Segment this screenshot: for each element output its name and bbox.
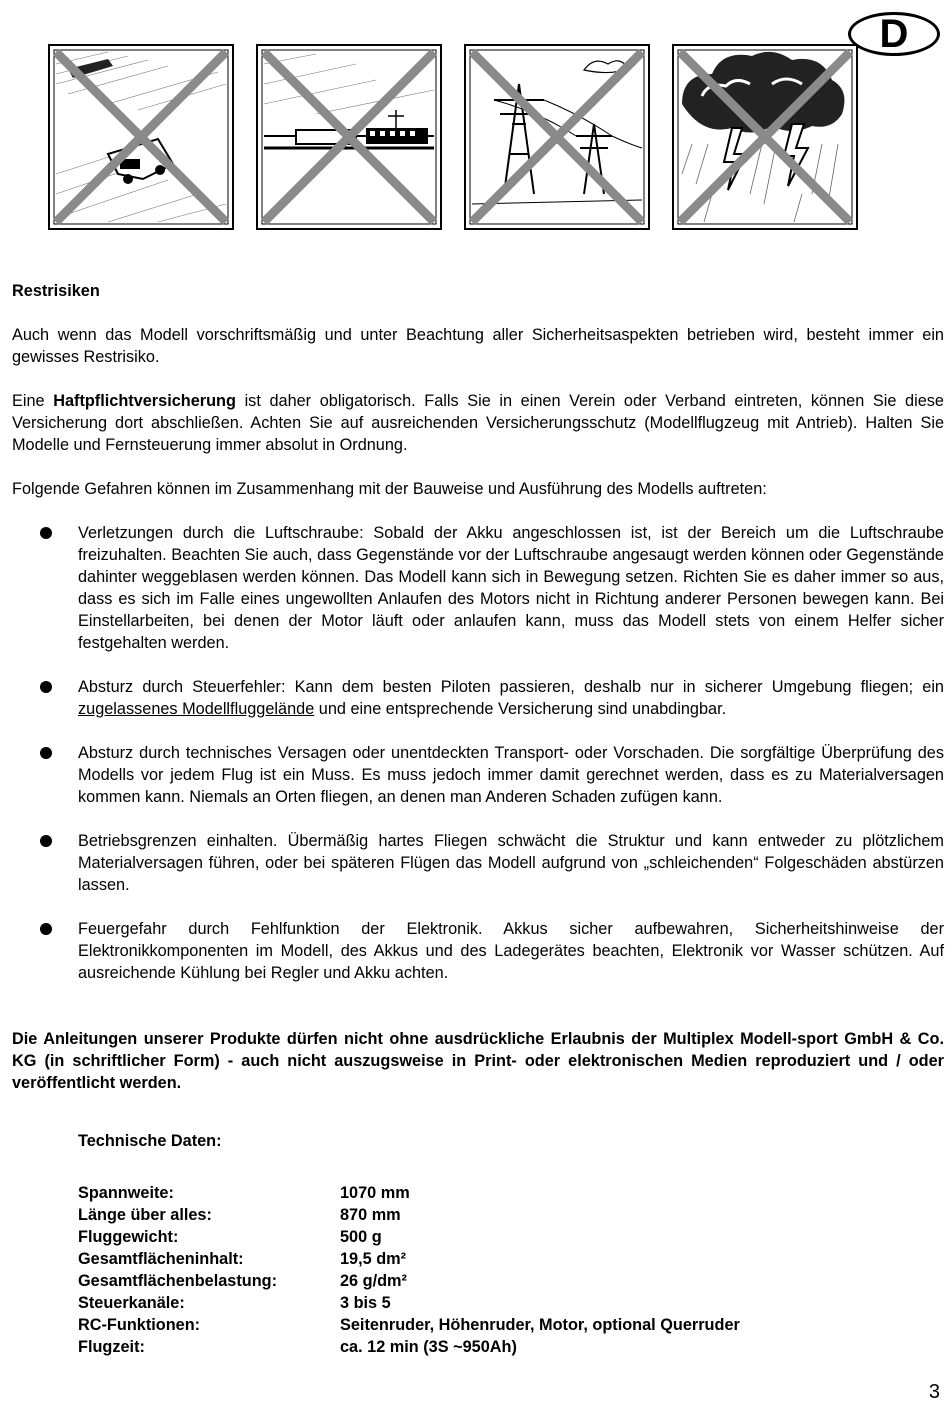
technical-data <box>78 1130 938 1358</box>
insurance-paragraph: Eine Haftpflichtversicherung ist daher obligatorisch. Falls Sie in einen Verein oder Verband eintreten, können Sie diese Versicherung dort abschließen. Achten Sie auf ausreichenden Versicherungsschutz (Modellflugzeug mit Antrieb). Halten Sie Modelle und Fernsteuerung immer absolut in Ordnung. <box>12 392 944 454</box>
no-thunderstorm-icon <box>672 44 858 230</box>
danger-list <box>12 522 944 984</box>
table-row: Gesamtflächeninhalt: 19,5 dm² <box>78 1250 407 1268</box>
page-number: 3 <box>928 1381 940 1403</box>
list-item: Betriebsgrenzen einhalten. Übermäßig hartes Fliegen schwächt die Struktur und kann entweder zu plötzlichem Materialversagen führen, oder bei späteren Flügen das Modell aufgrund von „schleichenden“ Folgeschäden abstürzen lassen. <box>12 830 944 896</box>
insurance-term: Haftpflichtversicherung <box>53 392 236 410</box>
section-heading: Restrisiken <box>12 282 100 300</box>
list-item: Verletzungen durch die Luftschraube: Sobald der Akku angeschlossen ist, ist der Bereich um die Luftschraube freizuhalten. Beachten Sie auch, dass Gegenstände vor der Luftschraube angesaugt werden können oder Gegenstände dahinter weggeblasen werden können. Das Modell kann sich in Bewegung setzen. Richten Sie es daher immer so aus, dass es sich im Falle eines ungewollten Anlaufen des Motors nicht in Richtung anderer Personen bewegen kann. Bei Einstellarbeiten, bei denen der Motor läuft oder anlaufen kann, muss das Modell stets von einem Helfer sicher festgehalten werden. <box>12 522 944 654</box>
table-row: RC-Funktionen: Seitenruder, Höhenruder, Motor, optional Querruder <box>78 1316 740 1334</box>
table-row: Flugzeit: ca. 12 min (3S ~950Ah) <box>78 1338 517 1356</box>
intro-paragraph: Auch wenn das Modell vorschriftsmäßig und unter Beachtung aller Sicherheitsaspekten betrieben wird, besteht immer ein gewisses Restrisiko. <box>12 326 944 366</box>
bullet-icon <box>40 747 52 759</box>
table-row: Länge über alles: 870 mm <box>78 1206 401 1224</box>
bullet-icon <box>40 527 52 539</box>
table-row: Gesamtflächenbelastung: 26 g/dm² <box>78 1272 407 1290</box>
list-item: Absturz durch technisches Versagen oder unentdeckten Transport- oder Vorschaden. Die sorgfältige Überprüfung des Modells vor jedem Flug ist ein Muss. Es muss jedoch immer damit gerechnet werden, dass es zu Materialversagen kommen kann. Niemals an Orten fliegen, an denen man Anderen Schaden zufügen kann. <box>12 742 944 808</box>
bullet-icon <box>40 923 52 935</box>
country-code-badge: D <box>848 12 940 56</box>
list-item: Feuergefahr durch Fehlfunktion der Elektronik. Akkus sicher aufbewahren, Sicherheitshinweise der Elektronikkomponenten im Modell, des Akkus und des Ladegerätes beachten, Elektronik vor Wasser schützen. Auf ausreichende Kühlung bei Regler und Akku achten. <box>12 918 944 984</box>
no-roads-vehicles-icon <box>48 44 234 230</box>
list-item: Absturz durch Steuerfehler: Kann dem besten Piloten passieren, deshalb nur in sicherer Umgebung fliegen; ein zugelassenes Modellfluggelände und eine entsprechende Versicherung sind unabdingbar. <box>12 676 944 720</box>
approved-airfield-term: zugelassenes Modellfluggelände <box>78 700 315 718</box>
table-row: Steuerkanäle: 3 bis 5 <box>78 1294 391 1312</box>
legal-notice: Die Anleitungen unserer Produkte dürfen nicht ohne ausdrückliche Erlaubnis der Multiplex Modell-sport GmbH & Co. KG (in schriftlicher Form) - auch nicht auszugsweise in Print- oder elektronischen Medien reproduziert und / oder veröffentlicht werden. <box>12 1030 944 1092</box>
technical-data-title: Technische Daten: <box>78 1132 222 1150</box>
bullet-icon <box>40 835 52 847</box>
table-row: Spannweite: 1070 mm <box>78 1184 410 1202</box>
technical-data-table <box>78 1182 740 1358</box>
no-power-lines-icon <box>464 44 650 230</box>
restrisiken-section <box>12 280 944 1094</box>
dangers-intro: Folgende Gefahren können im Zusammenhang mit der Bauweise und Ausführung des Modells auftreten: <box>12 480 767 498</box>
bullet-icon <box>40 681 52 693</box>
table-row: Fluggewicht: 500 g <box>78 1228 382 1246</box>
no-railway-icon <box>256 44 442 230</box>
